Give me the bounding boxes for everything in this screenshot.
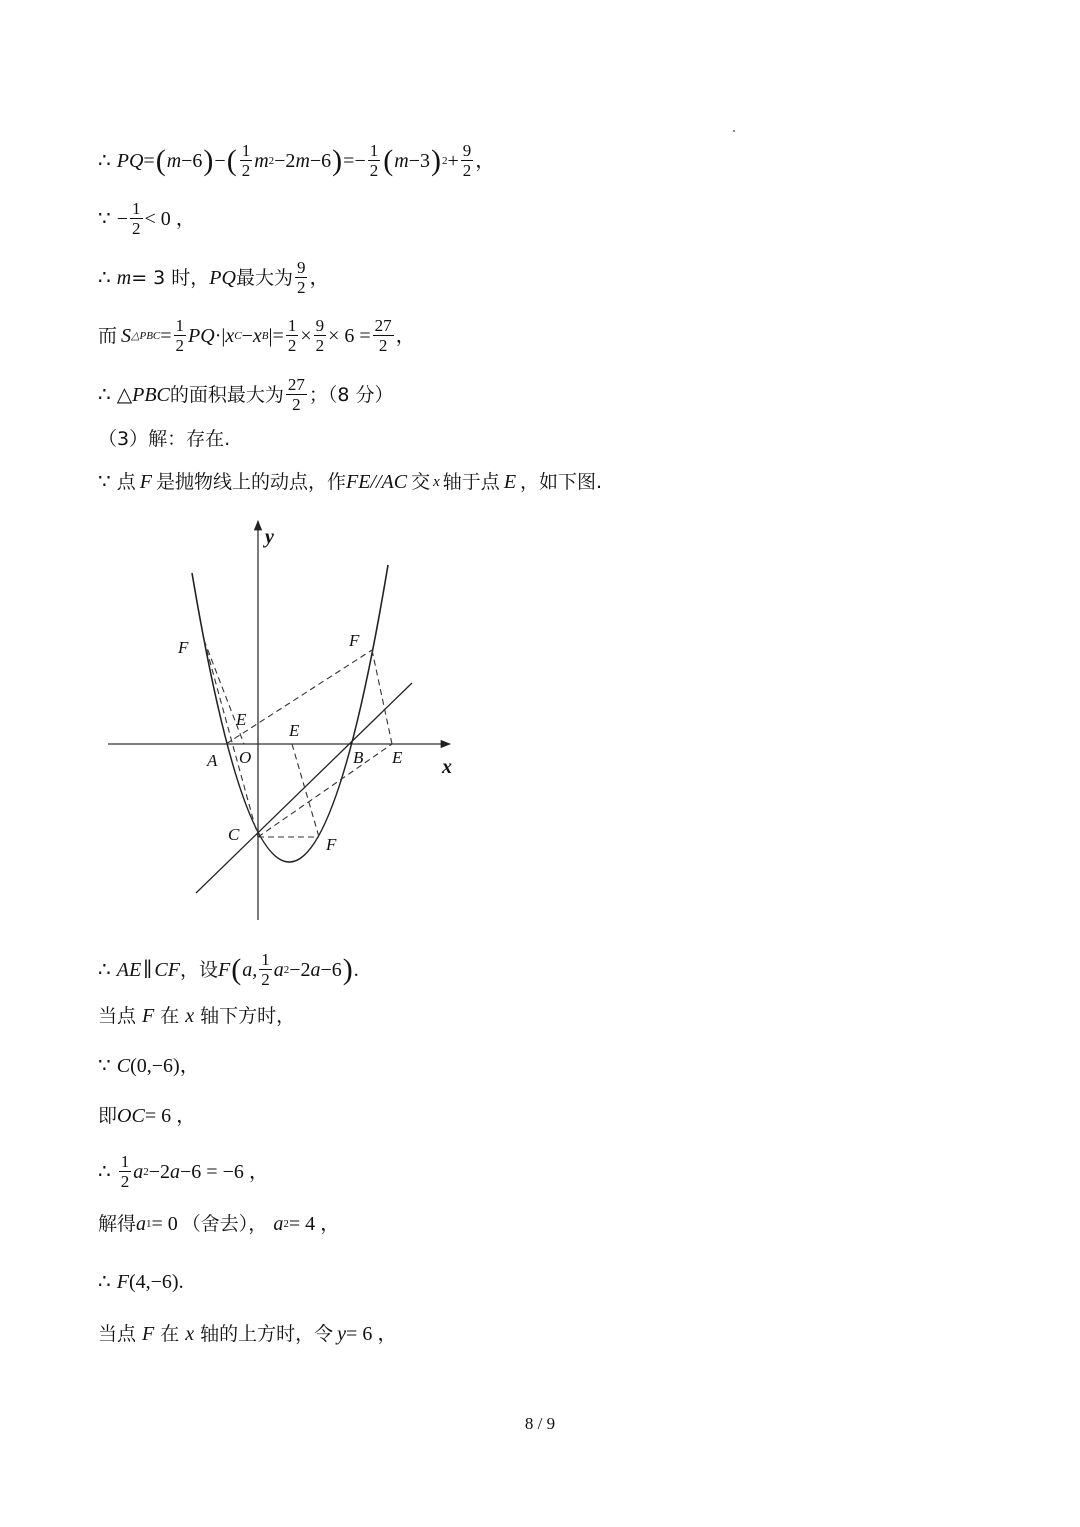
text: x [252,324,262,347]
therefore-symbol: ∴ [98,383,111,406]
because-symbol: ∵ [98,207,111,230]
text: a [133,1160,144,1183]
paren: ) [430,143,441,177]
label-o: O [239,748,252,767]
text: 的面积最大为 [169,383,284,406]
text: S [121,324,132,347]
fraction: $\frac{1}{2}$ [132,199,141,238]
text: × [300,324,312,347]
label-c: C [228,825,240,844]
parabola [192,565,388,862]
text: PQ [116,149,144,172]
text: 即 [98,1105,118,1127]
therefore-symbol: ∴ [98,1271,111,1293]
text: −6 [309,149,332,172]
text: −6 [320,958,342,981]
text: |= [268,324,284,347]
text: 交 [411,471,431,493]
text: = 6 ， [144,1105,197,1127]
text: ， [179,1055,200,1077]
label-a: A [207,751,218,770]
text: − [241,324,253,347]
text: (4,−6) [128,1271,179,1293]
text: ·| [214,324,226,347]
therefore-symbol: ∴ [98,1160,111,1183]
paren: ) [203,143,214,177]
text: −2 [289,958,311,981]
text: OC [117,1105,145,1127]
text: a [170,1160,181,1183]
text: −2 [148,1160,171,1183]
line-pq-expression: ∴ PQ = ( m −6 ) − ( $\frac{1}{2}$ m 2 −2 m −6 ) =− $\frac{1}{2}$ ( m −3 ) 2 + $\frac{9}{2}$ ， [98,141,496,180]
text: 而 [98,324,118,347]
text: FE [345,471,371,493]
text: ， [475,149,496,172]
text: AE [116,958,142,981]
because-symbol: ∵ [98,1055,111,1077]
line-area-max [98,375,394,414]
fraction: $\frac{9}{2}$ [462,141,472,180]
label-y: y [265,526,274,548]
text: a, [242,958,258,981]
paren: ) [342,952,353,986]
text: 轴下方时， [200,1005,296,1027]
text: −2 [274,149,296,172]
label-f-bottom: F [326,835,337,854]
text: < 0 ， [144,207,196,230]
text: CF [154,958,180,981]
text: F [116,1271,129,1293]
text: −6 [181,149,203,172]
text: m [295,149,310,172]
text: =− [343,149,366,172]
text: ，设 [179,958,218,981]
text: x [185,1005,195,1027]
line-pq-max [98,258,329,297]
text: y [337,1323,347,1345]
fraction: $\frac{1}{2}$ [175,316,185,355]
text: x [433,474,440,490]
text: 是抛物线上的动点，作 [155,471,346,493]
paren: ( [155,143,166,177]
line-ae-parallel: ∴ AE ∥ CF ，设 F ( a, $\frac{1}{2}$ a 2 −2 a −6 ) . [98,950,359,989]
line-area-formula: 而 S △PBC = $\frac{1}{2}$ PQ ·| x C − x B |= $\frac{1}{2}$ × $\frac{9}{2}$ × 6 = $\frac{27}{2}$ ， [98,316,416,355]
line-c-point [98,1052,200,1080]
paren: ) [332,143,343,177]
dash-e-f [292,744,319,837]
fraction: $\frac{9}{2}$ [315,316,325,355]
text: = 3 时， [131,266,210,289]
line-equation: ∴ $\frac{1}{2}$ a 2 −2 a −6 = −6 ， [98,1152,269,1191]
label-f-left: F [178,638,189,657]
text: （3）解：存在. [98,428,231,450]
text: × 6 = [328,324,371,347]
text: = 6 ， [346,1323,398,1345]
text: // [370,471,382,493]
text: 在 [160,1323,180,1345]
text: C [116,1055,131,1077]
fraction: $\frac{1}{2}$ [369,141,379,180]
text: . [178,1271,184,1293]
paren: ( [231,952,242,986]
text: − [214,149,226,172]
fraction: $\frac{1}{2}$ [120,1152,130,1191]
line-f-point [98,1268,184,1296]
text: = 4 ， [288,1213,341,1235]
text: x [225,324,235,347]
text: a [273,1213,284,1235]
text: F [139,471,152,493]
text: m [116,266,132,289]
fraction: $\frac{9}{2}$ [296,258,306,297]
stray-dot [733,130,735,132]
label-e-left: E [236,710,247,729]
text: m [254,149,269,172]
dash-f-e2 [372,650,392,744]
text: ， [309,266,330,289]
label-e-right: E [392,748,403,767]
text: = 0 [151,1213,178,1235]
paren: ( [226,143,237,177]
text: 当点 [98,1005,137,1027]
text: m [166,149,182,172]
text: F [142,1005,155,1027]
text: ， [395,324,416,347]
text: = [160,324,172,347]
text: 当点 [98,1323,137,1345]
text: = [143,149,155,172]
line-oc [98,1102,196,1130]
line-above-axis [98,1320,397,1348]
triangle-symbol: △ [116,383,133,406]
line-bc [196,683,412,893]
line-negative-half [98,199,196,238]
text: x [185,1323,195,1345]
line-solution: 解得 a 1 = 0 （舍去）， a 2 = 4 ， [98,1210,340,1238]
text: ，如下图. [520,471,603,493]
text: AC [381,471,408,493]
text: F [142,1323,155,1345]
text: m [394,149,409,172]
text: a [136,1213,147,1235]
text: PQ [188,324,215,347]
fraction: $\frac{1}{2}$ [241,141,251,180]
therefore-symbol: ∴ [98,266,111,289]
text: . [353,958,359,981]
label-e-mid: E [289,721,300,740]
text: E [503,471,517,493]
because-symbol: ∵ [98,471,111,493]
text: −3 [408,149,430,172]
text: （舍去）， [181,1213,268,1235]
text: 最大为 [235,266,293,289]
text: ∥ [143,958,153,981]
text: (0,−6) [130,1055,180,1077]
text: a [273,958,284,981]
text: PBC [132,383,170,406]
line-construction [98,468,602,496]
parabola-diagram [100,515,460,925]
text: 解得 [98,1213,137,1235]
text: PQ [209,266,236,289]
line-part3 [98,425,230,453]
label-x: x [442,756,452,778]
text: ；（8 分） [308,383,394,406]
label-b: B [353,748,364,767]
text: − [116,207,129,230]
text: 在 [160,1005,180,1027]
therefore-symbol: ∴ [98,149,111,172]
fraction: $\frac{1}{2}$ [287,316,297,355]
text: 轴于点 [442,471,500,493]
line-below-axis [98,1002,295,1030]
page-number: 8 / 9 [524,1414,556,1433]
text: + [447,149,459,172]
therefore-symbol: ∴ [98,958,111,981]
fraction: $\frac{1}{2}$ [261,950,270,989]
text: a [310,958,321,981]
fraction: $\frac{27}{2}$ [374,316,392,355]
text: 轴的上方时，令 [200,1323,334,1345]
text: F [218,958,231,981]
text: −6 = −6 ， [180,1160,269,1183]
fraction: $\frac{27}{2}$ [287,375,305,414]
label-f-right: F [349,631,360,650]
paren: ( [383,143,394,177]
dash-f-c [204,640,258,837]
text: 点 [116,471,136,493]
